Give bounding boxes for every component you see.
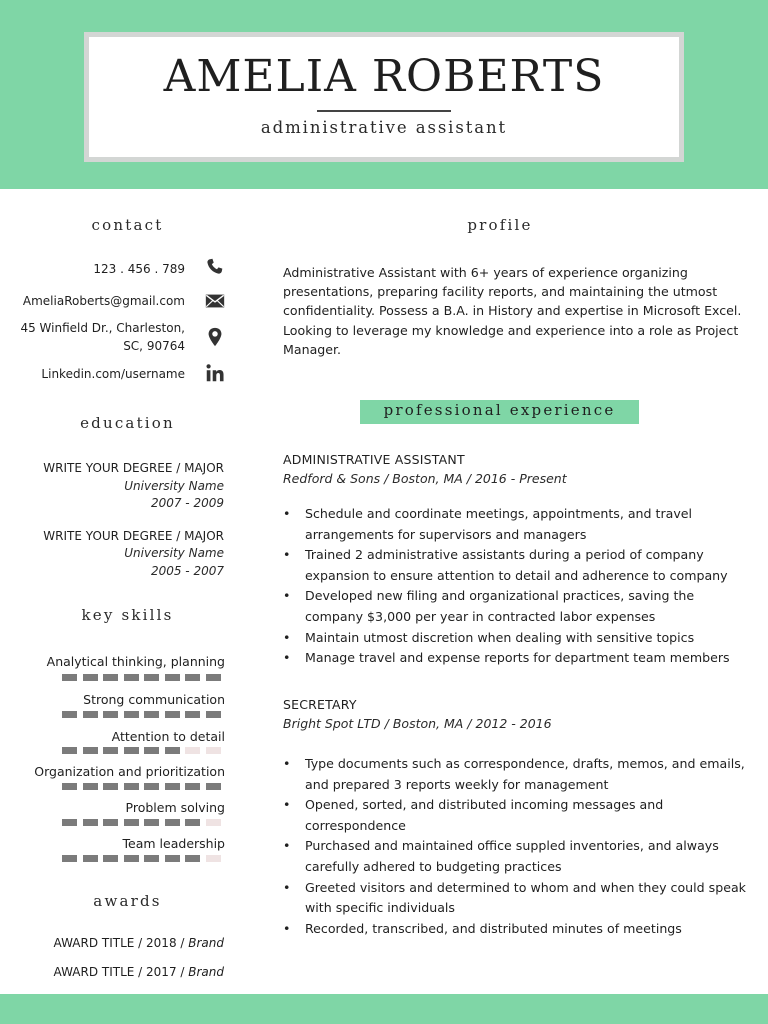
job-bullet: • Trained 2 administrative assistants during a period of company expansion to ensure attention to detail and adherence to company (283, 545, 753, 586)
job-bullet: • Maintain utmost discretion when dealing with sensitive topics (283, 628, 753, 649)
profile-line: Manager. (283, 341, 342, 357)
job-bullet: • Schedule and coordinate meetings, appointments, and travel arrangements for supervisors and managers (283, 504, 753, 545)
skill-segment-filled (185, 711, 200, 718)
profile-line: confidentiality. Possess a B.A. in History and expertise in Microsoft Excel. (283, 303, 742, 319)
skill-segment-filled (144, 747, 159, 754)
contact-email: AmeliaRoberts@gmail.com (22, 294, 185, 308)
skill-name: Organization and prioritization (34, 764, 225, 779)
job-company: Redford & Sons / Boston, MA / 2016 - Present (283, 471, 567, 486)
skill-segment-filled (165, 674, 180, 681)
skill-segment-filled (103, 747, 118, 754)
skill-segment-filled (124, 674, 139, 681)
contact-address-line1: 45 Winfield Dr., Charleston, (20, 321, 185, 335)
award-item (54, 936, 224, 950)
skill-segment-filled (185, 819, 200, 826)
skill-segment-empty (206, 855, 221, 862)
award-title: AWARD TITLE / 2018 / (53, 936, 189, 950)
skill-segment-filled (144, 674, 159, 681)
skill-segment-filled (165, 855, 180, 862)
job-title: ADMINISTRATIVE ASSISTANT (283, 452, 465, 467)
skill-segment-filled (83, 783, 98, 790)
skill-segment-empty (206, 747, 221, 754)
linkedin-icon (204, 362, 226, 384)
skill-segment-filled (103, 783, 118, 790)
job-bullet-list (283, 504, 753, 669)
education-years: 2007 - 2009 (150, 496, 224, 510)
contact-linkedin[interactable]: Linkedin.com/username (41, 367, 185, 381)
contact-phone: 123 . 456 . 789 (93, 262, 185, 276)
skill-segment-filled (62, 819, 77, 826)
candidate-name: AMELIA ROBERTS (163, 51, 605, 102)
job-company: Bright Spot LTD / Boston, MA / 2012 - 2016 (283, 716, 552, 731)
skill-segment-filled (165, 747, 180, 754)
skill-name: Strong communication (83, 692, 225, 707)
job-bullet: • Purchased and maintained office suppled inventories, and always carefully adhered to budgeting practices (283, 836, 753, 877)
education-degree: WRITE YOUR DEGREE / MAJOR (43, 529, 224, 543)
experience-heading-bar (360, 400, 639, 424)
skill-segment-filled (206, 674, 221, 681)
skill-segment-filled (206, 783, 221, 790)
skill-segment-filled (165, 819, 180, 826)
skill-segment-filled (62, 855, 77, 862)
education-degree: WRITE YOUR DEGREE / MAJOR (43, 461, 224, 475)
skill-segment-filled (83, 674, 98, 681)
skill-segment-empty (206, 819, 221, 826)
education-school: University Name (124, 546, 224, 560)
award-org: Brand (188, 965, 224, 979)
skill-segment-filled (165, 711, 180, 718)
skill-segment-filled (124, 855, 139, 862)
profile-heading: profile (467, 216, 533, 234)
envelope-icon (204, 290, 226, 312)
job-bullet: • Greeted visitors and determined to whom and when they could speak with specific individuals (283, 878, 753, 919)
skill-segment-filled (185, 783, 200, 790)
skill-segment-filled (83, 819, 98, 826)
education-school: University Name (124, 479, 224, 493)
education-heading: education (80, 414, 175, 432)
skill-segment-filled (62, 783, 77, 790)
name-divider (317, 110, 451, 112)
skill-segment-filled (62, 711, 77, 718)
phone-icon (204, 256, 226, 278)
award-org: Brand (188, 936, 224, 950)
job-bullet: • Developed new filing and organizational practices, saving the company $3,000 per year in contracted labor expenses (283, 586, 753, 627)
skill-segment-filled (185, 855, 200, 862)
skill-segment-filled (62, 674, 77, 681)
skill-segment-filled (83, 855, 98, 862)
skill-segment-filled (124, 783, 139, 790)
job-bullet: • Manage travel and expense reports for department team members (283, 648, 753, 669)
skill-segment-filled (103, 711, 118, 718)
job-bullet: • Recorded, transcribed, and distributed minutes of meetings (283, 919, 753, 940)
skill-segment-filled (144, 711, 159, 718)
skill-segment-filled (185, 674, 200, 681)
award-item (54, 965, 224, 979)
job-title-heading: administrative assistant (260, 118, 508, 137)
job-bullet: • Type documents such as correspondence, drafts, memos, and emails, and prepared 3 reports weekly for management (283, 754, 753, 795)
skill-segment-filled (144, 855, 159, 862)
skill-segment-empty (185, 747, 200, 754)
award-title: AWARD TITLE / 2017 / (53, 965, 189, 979)
education-years: 2005 - 2007 (150, 564, 224, 578)
skill-segment-filled (124, 819, 139, 826)
skill-segment-filled (144, 783, 159, 790)
skill-segment-filled (124, 711, 139, 718)
job-bullet-list (283, 754, 753, 939)
awards-heading: awards (93, 892, 162, 910)
contact-address-line2: SC, 90764 (123, 339, 185, 353)
experience-heading: professional experience (383, 401, 616, 419)
skill-segment-filled (206, 711, 221, 718)
profile-line: Administrative Assistant with 6+ years of experience organizing (283, 265, 688, 280)
job-bullet: • Opened, sorted, and distributed incoming messages and correspondence (283, 795, 753, 836)
skill-segment-filled (83, 747, 98, 754)
profile-summary (283, 263, 749, 359)
job-title: SECRETARY (283, 697, 357, 712)
skills-heading: key skills (81, 606, 174, 624)
skill-segment-filled (165, 783, 180, 790)
skill-segment-filled (103, 819, 118, 826)
map-pin-icon (204, 326, 226, 348)
footer-band (0, 994, 768, 1024)
profile-line: Looking to leverage my knowledge and experience into a role as Project (283, 322, 739, 338)
skill-segment-filled (144, 819, 159, 826)
skill-name: Team leadership (122, 836, 225, 851)
skill-segment-filled (103, 855, 118, 862)
profile-line: presentations, preparing facility reports, and maintaining the utmost (283, 284, 718, 300)
skill-segment-filled (103, 674, 118, 681)
skill-name: Analytical thinking, planning (46, 654, 225, 669)
skill-segment-filled (83, 711, 98, 718)
contact-heading: contact (91, 216, 164, 234)
skill-name: Attention to detail (111, 729, 225, 744)
skill-name: Problem solving (125, 800, 225, 815)
name-card (84, 32, 684, 162)
skill-segment-filled (124, 747, 139, 754)
skill-segment-filled (62, 747, 77, 754)
